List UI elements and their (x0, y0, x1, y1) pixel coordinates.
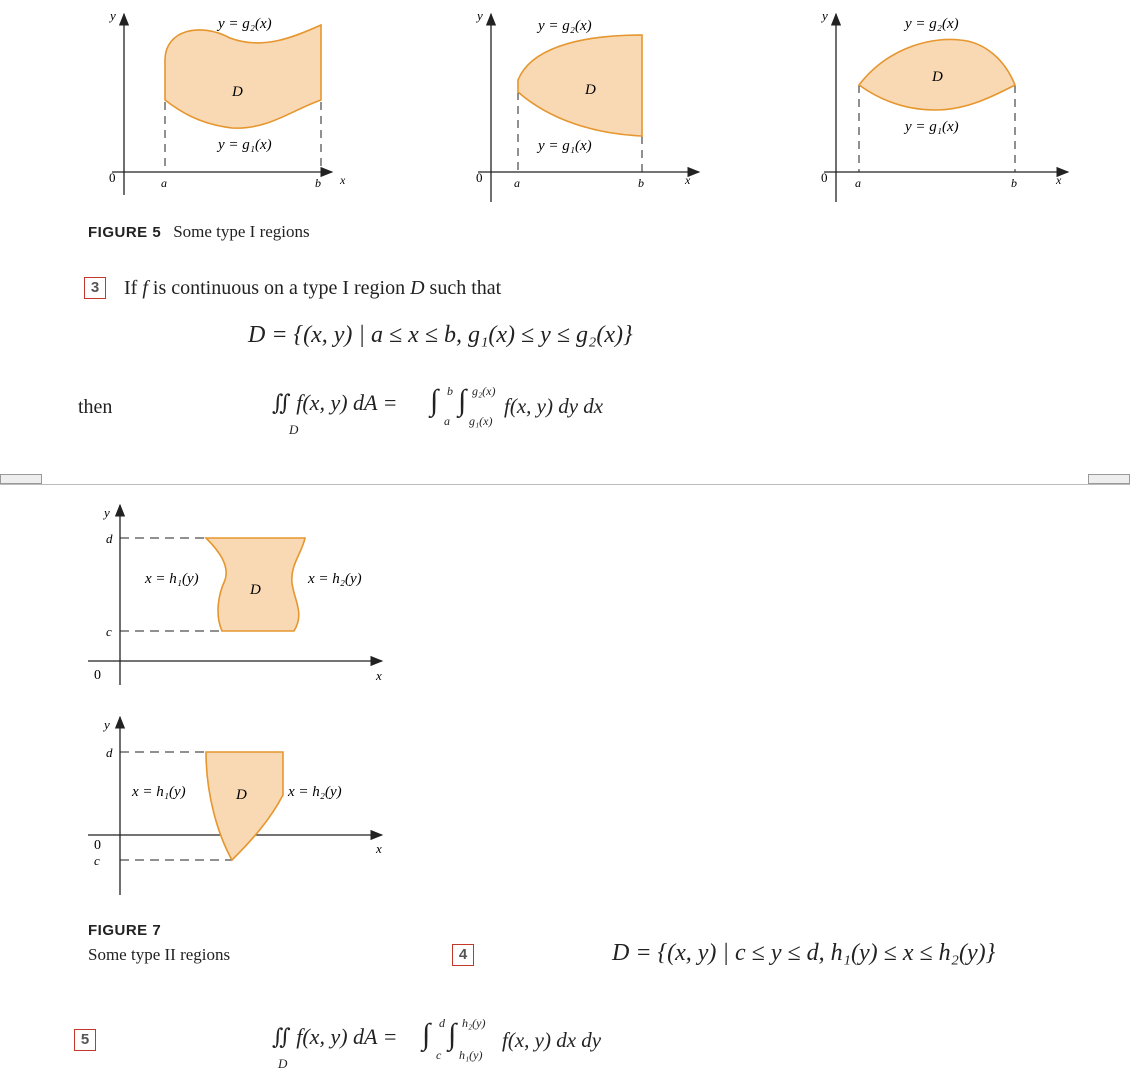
outer-integral-sign: ∫ (422, 1018, 431, 1051)
region-label: D (250, 582, 261, 598)
theorem3-set-definition: D = {(x, y) | a ≤ x ≤ b, g₁(x) ≤ y ≤ g₂(x)} (248, 322, 633, 348)
a-label: a (855, 176, 861, 190)
eq4-set-definition: D = {(x, y) | c ≤ y ≤ d, h₁(y) ≤ x ≤ h₂(y)} (612, 940, 996, 966)
right-curve-label: x = h₂(y) (308, 571, 362, 587)
symbol-D: D (410, 277, 425, 299)
b-label: b (638, 176, 644, 190)
outer-upper-limit: d (439, 1016, 445, 1030)
origin-label: 0 (94, 838, 101, 853)
b-label: b (315, 176, 321, 190)
right-curve-label: x = h₂(y) (288, 784, 342, 800)
figure7-panel-1 (88, 505, 382, 685)
y-axis-label: y (104, 717, 110, 732)
y-axis-label: y (477, 8, 483, 23)
lower-curve-label: y = g₁(x) (905, 119, 959, 135)
origin-label: 0 (821, 170, 828, 185)
outer-lower-limit: c (436, 1048, 442, 1062)
origin-label: 0 (94, 668, 101, 683)
inner-lower-limit: h₁(y) (459, 1048, 483, 1062)
figure5-caption-text: Some type I regions (173, 222, 310, 241)
region-D (206, 752, 283, 860)
lhs-subscript: D (278, 1056, 288, 1071)
inner-integral-sign: ∫ (448, 1018, 457, 1051)
lhs: ∬ f(x, y) dA = (272, 390, 398, 415)
right-page-handle[interactable] (1088, 474, 1130, 484)
outer-upper-limit: b (447, 384, 453, 398)
figure7-caption: Some type II regions (88, 945, 231, 964)
left-page-handle[interactable] (0, 474, 42, 484)
inner-upper-limit: g₂(x) (472, 384, 496, 398)
c-label: c (106, 624, 112, 639)
x-axis-label: x (1056, 173, 1062, 187)
eq5-number: 5 (74, 1029, 96, 1051)
c-label: c (94, 853, 100, 868)
page-divider (0, 484, 1130, 485)
theorem3-formula (272, 384, 632, 444)
lower-curve-label: y = g₁(x) (538, 138, 592, 154)
figure5-panel-3 (820, 8, 1068, 202)
integrand: f(x, y) dy dx (504, 394, 604, 418)
outer-lower-limit: a (444, 414, 450, 428)
inner-integral-sign: ∫ (458, 384, 467, 417)
d-label: d (106, 531, 113, 546)
a-label: a (514, 176, 520, 190)
y-axis-label: y (110, 8, 116, 23)
region-D (518, 35, 642, 136)
origin-label: 0 (476, 170, 483, 185)
x-axis-label: x (376, 841, 382, 856)
statement-suffix: such that (424, 277, 502, 299)
theorem3-statement (124, 277, 501, 300)
lhs: ∬ f(x, y) dA = (272, 1024, 398, 1049)
region-label: D (236, 787, 247, 803)
statement-mid: is continuous on a type I region (147, 277, 411, 299)
region-label: D (232, 84, 243, 100)
y-axis-label: y (104, 505, 110, 520)
left-curve-label: x = h₁(y) (145, 571, 199, 587)
theorem3-number: 3 (84, 277, 106, 299)
eq5-formula (272, 1016, 632, 1076)
x-axis-label: x (376, 668, 382, 683)
upper-curve-label: y = g₂(x) (218, 16, 272, 32)
origin-label: 0 (109, 170, 116, 185)
region-label: D (932, 69, 943, 85)
inner-upper-limit: h₂(y) (462, 1016, 486, 1030)
eq4-number: 4 (452, 944, 474, 966)
outer-integral-sign: ∫ (430, 384, 439, 417)
left-curve-label: x = h₁(y) (132, 784, 186, 800)
lhs-subscript: D (289, 422, 299, 437)
d-label: d (106, 745, 113, 760)
figure7-label: FIGURE 7 (88, 922, 162, 939)
lower-curve-label: y = g₁(x) (218, 137, 272, 153)
region-label: D (585, 82, 596, 98)
y-axis-label: y (822, 8, 828, 23)
a-label: a (161, 176, 167, 190)
b-label: b (1011, 176, 1017, 190)
inner-lower-limit: g₁(x) (469, 414, 493, 428)
figure5-diagram (0, 0, 1130, 215)
figure5-caption (88, 222, 310, 242)
symbol-f: f (142, 277, 148, 299)
figure7-diagram (0, 495, 420, 905)
x-axis-label: x (340, 173, 346, 187)
figure5-label: FIGURE 5 (88, 224, 162, 241)
then-label: then (78, 396, 113, 418)
upper-curve-label: y = g₂(x) (538, 18, 592, 34)
upper-curve-label: y = g₂(x) (905, 16, 959, 32)
figure5-panel-2 (475, 8, 699, 202)
integrand: f(x, y) dx dy (502, 1028, 602, 1052)
figure7-panel-2 (88, 717, 382, 895)
region-D (165, 25, 321, 128)
figure5-panel-1 (108, 8, 346, 195)
x-axis-label: x (685, 173, 691, 187)
statement-prefix: If (124, 277, 143, 299)
